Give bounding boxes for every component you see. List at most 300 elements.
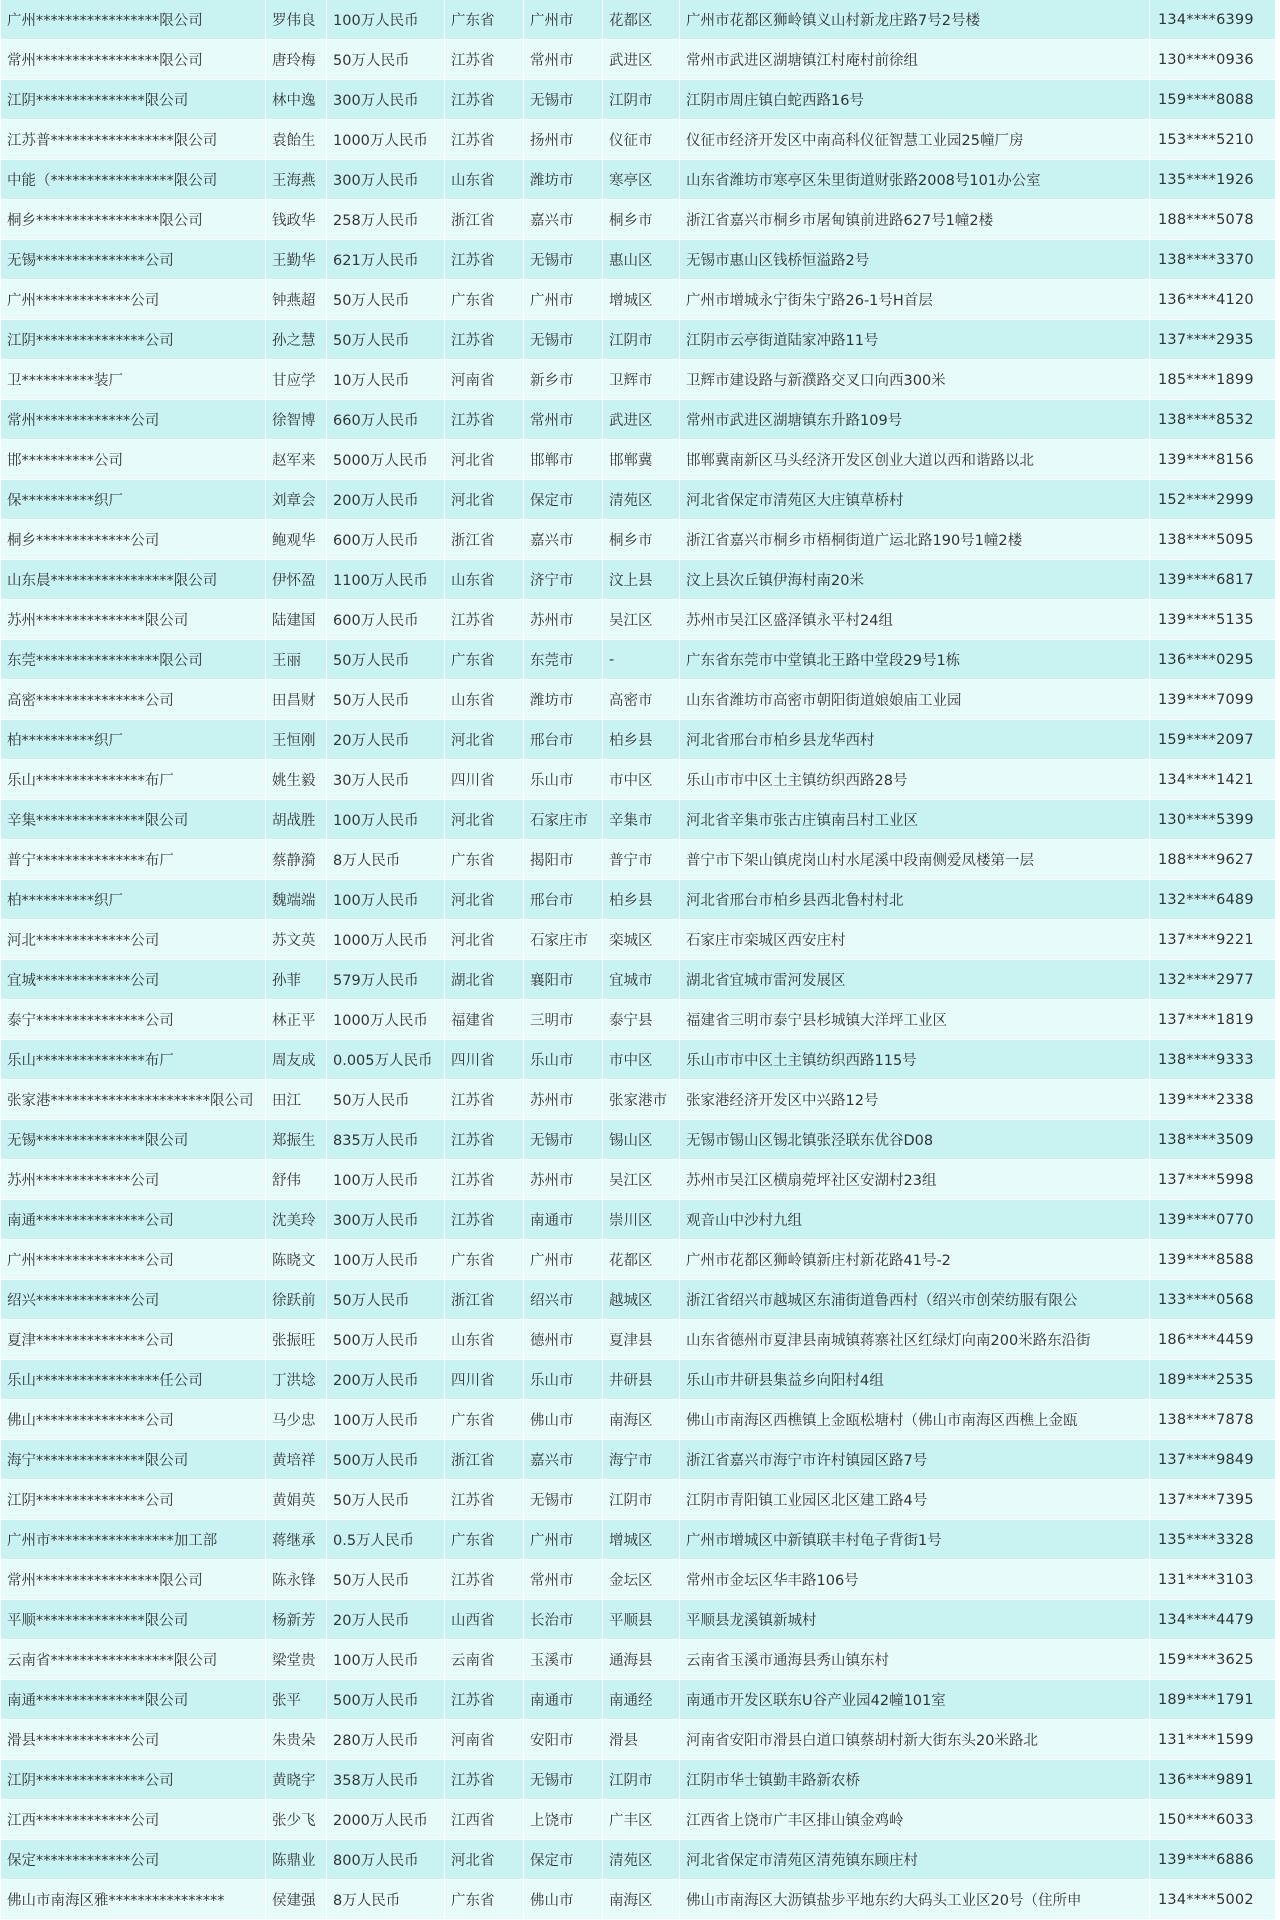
legal-rep-cell: 甘应学 xyxy=(266,360,327,400)
company-name-cell: 江阴***************公司 xyxy=(1,1760,266,1800)
address-cell: 乐山市市中区土主镇纺织西路28号 xyxy=(680,760,1150,800)
address-cell: 南通市开发区联东U谷产业园42幢101室 xyxy=(680,1680,1150,1720)
table-row xyxy=(1,320,1276,360)
city-cell: 长治市 xyxy=(524,1600,603,1640)
district-cell: 吴江区 xyxy=(603,1160,680,1200)
company-name-cell: 山东晨*****************限公司 xyxy=(1,560,266,600)
phone-cell: 159****3625 xyxy=(1150,1640,1276,1680)
district-cell: 广丰区 xyxy=(603,1800,680,1840)
legal-rep-cell: 张少飞 xyxy=(266,1800,327,1840)
phone-cell: 152****2999 xyxy=(1150,480,1276,520)
legal-rep-cell: 黄娟英 xyxy=(266,1480,327,1520)
company-name-cell: 保**********织厂 xyxy=(1,480,266,520)
table-row xyxy=(1,1720,1276,1760)
phone-cell: 159****2097 xyxy=(1150,720,1276,760)
legal-rep-cell: 王海燕 xyxy=(266,160,327,200)
company-name-cell: 保定*************公司 xyxy=(1,1840,266,1880)
registered-capital-cell: 50万人民币 xyxy=(327,40,445,80)
province-cell: 江苏省 xyxy=(445,80,524,120)
address-cell: 邯郸冀南新区马头经济开发区创业大道以西和谐路以北 xyxy=(680,440,1150,480)
registered-capital-cell: 200万人民币 xyxy=(327,480,445,520)
table-row xyxy=(1,1160,1276,1200)
province-cell: 江苏省 xyxy=(445,1080,524,1120)
city-cell: 广州市 xyxy=(524,1240,603,1280)
company-name-cell: 常州*****************限公司 xyxy=(1,40,266,80)
table-row xyxy=(1,920,1276,960)
address-cell: 江阴市青阳镇工业园区北区建工路4号 xyxy=(680,1480,1150,1520)
address-cell: 江西省上饶市广丰区排山镇金鸡岭 xyxy=(680,1800,1150,1840)
city-cell: 石家庄市 xyxy=(524,920,603,960)
city-cell: 石家庄市 xyxy=(524,800,603,840)
district-cell: 清苑区 xyxy=(603,1840,680,1880)
district-cell: 市中区 xyxy=(603,1040,680,1080)
phone-cell: 137****2935 xyxy=(1150,320,1276,360)
registered-capital-cell: 800万人民币 xyxy=(327,1840,445,1880)
address-cell: 佛山市南海区西樵镇上金瓯松塘村（佛山市南海区西樵上金瓯 xyxy=(680,1400,1150,1440)
table-row xyxy=(1,1000,1276,1040)
city-cell: 嘉兴市 xyxy=(524,200,603,240)
district-cell: 增城区 xyxy=(603,1520,680,1560)
district-cell: 滑县 xyxy=(603,1720,680,1760)
legal-rep-cell: 赵军来 xyxy=(266,440,327,480)
province-cell: 江苏省 xyxy=(445,1760,524,1800)
company-name-cell: 江阴***************公司 xyxy=(1,320,266,360)
province-cell: 山西省 xyxy=(445,1600,524,1640)
address-cell: 广州市花都区狮岭镇义山村新龙庄路7号2号楼 xyxy=(680,0,1150,40)
table-row xyxy=(1,120,1276,160)
legal-rep-cell: 张振旺 xyxy=(266,1320,327,1360)
table-row xyxy=(1,1560,1276,1600)
city-cell: 苏州市 xyxy=(524,600,603,640)
district-cell: 普宁市 xyxy=(603,840,680,880)
phone-cell: 135****3328 xyxy=(1150,1520,1276,1560)
registered-capital-cell: 50万人民币 xyxy=(327,680,445,720)
table-row xyxy=(1,1320,1276,1360)
city-cell: 广州市 xyxy=(524,0,603,40)
district-cell: 桐乡市 xyxy=(603,520,680,560)
company-name-cell: 广州*****************限公司 xyxy=(1,0,266,40)
registered-capital-cell: 8万人民币 xyxy=(327,840,445,880)
company-name-cell: 乐山***************布厂 xyxy=(1,760,266,800)
registered-capital-cell: 20万人民币 xyxy=(327,1600,445,1640)
city-cell: 无锡市 xyxy=(524,1480,603,1520)
city-cell: 乐山市 xyxy=(524,1040,603,1080)
registered-capital-cell: 100万人民币 xyxy=(327,1160,445,1200)
city-cell: 扬州市 xyxy=(524,120,603,160)
legal-rep-cell: 侯建强 xyxy=(266,1880,327,1920)
district-cell: 江阴市 xyxy=(603,320,680,360)
address-cell: 卫辉市建设路与新濮路交叉口向西300米 xyxy=(680,360,1150,400)
phone-cell: 138****9333 xyxy=(1150,1040,1276,1080)
address-cell: 常州市武进区湖塘镇江村庵村前徐组 xyxy=(680,40,1150,80)
company-name-cell: 平顺***************限公司 xyxy=(1,1600,266,1640)
province-cell: 山东省 xyxy=(445,560,524,600)
address-cell: 河北省邢台市柏乡县龙华西村 xyxy=(680,720,1150,760)
phone-cell: 153****5210 xyxy=(1150,120,1276,160)
table-row xyxy=(1,1800,1276,1840)
registered-capital-cell: 500万人民币 xyxy=(327,1320,445,1360)
city-cell: 上饶市 xyxy=(524,1800,603,1840)
table-row xyxy=(1,0,1276,40)
address-cell: 苏州市吴江区盛泽镇永平村24组 xyxy=(680,600,1150,640)
phone-cell: 138****3509 xyxy=(1150,1120,1276,1160)
company-name-cell: 柏**********织厂 xyxy=(1,720,266,760)
legal-rep-cell: 唐玲梅 xyxy=(266,40,327,80)
address-cell: 云南省玉溪市通海县秀山镇东村 xyxy=(680,1640,1150,1680)
address-cell: 山东省潍坊市高密市朝阳街道娘娘庙工业园 xyxy=(680,680,1150,720)
phone-cell: 138****3370 xyxy=(1150,240,1276,280)
phone-cell: 136****4120 xyxy=(1150,280,1276,320)
city-cell: 三明市 xyxy=(524,1000,603,1040)
legal-rep-cell: 陈鼎业 xyxy=(266,1840,327,1880)
city-cell: 乐山市 xyxy=(524,1360,603,1400)
phone-cell: 159****8088 xyxy=(1150,80,1276,120)
district-cell: 武进区 xyxy=(603,40,680,80)
province-cell: 江西省 xyxy=(445,1800,524,1840)
legal-rep-cell: 陆建国 xyxy=(266,600,327,640)
legal-rep-cell: 丁洪埝 xyxy=(266,1360,327,1400)
registered-capital-cell: 100万人民币 xyxy=(327,1240,445,1280)
phone-cell: 139****2338 xyxy=(1150,1080,1276,1120)
registered-capital-cell: 1000万人民币 xyxy=(327,1000,445,1040)
province-cell: 广东省 xyxy=(445,840,524,880)
legal-rep-cell: 魏端端 xyxy=(266,880,327,920)
table-row xyxy=(1,960,1276,1000)
province-cell: 江苏省 xyxy=(445,1480,524,1520)
city-cell: 揭阳市 xyxy=(524,840,603,880)
city-cell: 嘉兴市 xyxy=(524,520,603,560)
city-cell: 保定市 xyxy=(524,480,603,520)
district-cell: 南海区 xyxy=(603,1400,680,1440)
district-cell: 柏乡县 xyxy=(603,880,680,920)
phone-cell: 150****6033 xyxy=(1150,1800,1276,1840)
province-cell: 江苏省 xyxy=(445,1120,524,1160)
province-cell: 山东省 xyxy=(445,680,524,720)
table-row xyxy=(1,1520,1276,1560)
registered-capital-cell: 1000万人民币 xyxy=(327,920,445,960)
table-row xyxy=(1,1080,1276,1120)
district-cell: 辛集市 xyxy=(603,800,680,840)
company-name-cell: 宜城*************公司 xyxy=(1,960,266,1000)
company-name-cell: 泰宁***************公司 xyxy=(1,1000,266,1040)
city-cell: 佛山市 xyxy=(524,1400,603,1440)
district-cell: 越城区 xyxy=(603,1280,680,1320)
province-cell: 山东省 xyxy=(445,160,524,200)
registered-capital-cell: 50万人民币 xyxy=(327,320,445,360)
legal-rep-cell: 周友成 xyxy=(266,1040,327,1080)
city-cell: 潍坊市 xyxy=(524,680,603,720)
registered-capital-cell: 280万人民币 xyxy=(327,1720,445,1760)
table-row xyxy=(1,600,1276,640)
province-cell: 河南省 xyxy=(445,360,524,400)
address-cell: 普宁市下架山镇虎岗山村水尾溪中段南侧爱凤楼第一层 xyxy=(680,840,1150,880)
district-cell: 花都区 xyxy=(603,1240,680,1280)
phone-cell: 137****7395 xyxy=(1150,1480,1276,1520)
registered-capital-cell: 300万人民币 xyxy=(327,1200,445,1240)
district-cell: 江阴市 xyxy=(603,80,680,120)
phone-cell: 133****0568 xyxy=(1150,1280,1276,1320)
city-cell: 襄阳市 xyxy=(524,960,603,1000)
company-name-cell: 乐山*****************任公司 xyxy=(1,1360,266,1400)
phone-cell: 138****5095 xyxy=(1150,520,1276,560)
table-row xyxy=(1,1240,1276,1280)
address-cell: 苏州市吴江区横扇菀坪社区安湖村23组 xyxy=(680,1160,1150,1200)
phone-cell: 137****1819 xyxy=(1150,1000,1276,1040)
address-cell: 乐山市井研县集益乡向阳村4组 xyxy=(680,1360,1150,1400)
city-cell: 常州市 xyxy=(524,400,603,440)
phone-cell: 136****9891 xyxy=(1150,1760,1276,1800)
province-cell: 四川省 xyxy=(445,1360,524,1400)
address-cell: 仪征市经济开发区中南高科仪征智慧工业园25幢厂房 xyxy=(680,120,1150,160)
district-cell: 武进区 xyxy=(603,400,680,440)
phone-cell: 134****6399 xyxy=(1150,0,1276,40)
legal-rep-cell: 姚生毅 xyxy=(266,760,327,800)
district-cell: 崇川区 xyxy=(603,1200,680,1240)
company-name-cell: 柏**********织厂 xyxy=(1,880,266,920)
company-name-cell: 中能（*****************限公司 xyxy=(1,160,266,200)
registered-capital-cell: 50万人民币 xyxy=(327,1560,445,1600)
legal-rep-cell: 黄晓宇 xyxy=(266,1760,327,1800)
registered-capital-cell: 835万人民币 xyxy=(327,1120,445,1160)
province-cell: 浙江省 xyxy=(445,1440,524,1480)
address-cell: 平顺县龙溪镇新城村 xyxy=(680,1600,1150,1640)
district-cell: 吴江区 xyxy=(603,600,680,640)
registered-capital-cell: 579万人民币 xyxy=(327,960,445,1000)
table-row xyxy=(1,720,1276,760)
address-cell: 张家港经济开发区中兴路12号 xyxy=(680,1080,1150,1120)
province-cell: 江苏省 xyxy=(445,400,524,440)
registered-capital-cell: 0.005万人民币 xyxy=(327,1040,445,1080)
city-cell: 常州市 xyxy=(524,1560,603,1600)
table-row xyxy=(1,680,1276,720)
registered-capital-cell: 100万人民币 xyxy=(327,0,445,40)
city-cell: 邯郸市 xyxy=(524,440,603,480)
legal-rep-cell: 郑振生 xyxy=(266,1120,327,1160)
table-row xyxy=(1,1880,1276,1920)
registered-capital-cell: 600万人民币 xyxy=(327,520,445,560)
registered-capital-cell: 500万人民币 xyxy=(327,1680,445,1720)
address-cell: 汶上县次丘镇伊海村南20米 xyxy=(680,560,1150,600)
district-cell: 张家港市 xyxy=(603,1080,680,1120)
company-name-cell: 苏州***************限公司 xyxy=(1,600,266,640)
table-row xyxy=(1,1400,1276,1440)
legal-rep-cell: 林正平 xyxy=(266,1000,327,1040)
legal-rep-cell: 林中逸 xyxy=(266,80,327,120)
phone-cell: 139****5135 xyxy=(1150,600,1276,640)
company-name-cell: 张家港**********************限公司 xyxy=(1,1080,266,1120)
phone-cell: 137****9849 xyxy=(1150,1440,1276,1480)
legal-rep-cell: 胡战胜 xyxy=(266,800,327,840)
province-cell: 江苏省 xyxy=(445,600,524,640)
table-row xyxy=(1,400,1276,440)
phone-cell: 139****8156 xyxy=(1150,440,1276,480)
district-cell: 清苑区 xyxy=(603,480,680,520)
legal-rep-cell: 田昌财 xyxy=(266,680,327,720)
province-cell: 四川省 xyxy=(445,1040,524,1080)
company-name-cell: 云南省*****************限公司 xyxy=(1,1640,266,1680)
registered-capital-cell: 358万人民币 xyxy=(327,1760,445,1800)
legal-rep-cell: 罗伟良 xyxy=(266,0,327,40)
province-cell: 浙江省 xyxy=(445,520,524,560)
district-cell: 南通经 xyxy=(603,1680,680,1720)
city-cell: 德州市 xyxy=(524,1320,603,1360)
district-cell: 锡山区 xyxy=(603,1120,680,1160)
company-name-cell: 海宁***************限公司 xyxy=(1,1440,266,1480)
phone-cell: 188****5078 xyxy=(1150,200,1276,240)
address-cell: 浙江省嘉兴市桐乡市梧桐街道广运北路190号1幢2楼 xyxy=(680,520,1150,560)
registered-capital-cell: 621万人民币 xyxy=(327,240,445,280)
province-cell: 广东省 xyxy=(445,1880,524,1920)
table-row xyxy=(1,760,1276,800)
registered-capital-cell: 500万人民币 xyxy=(327,1440,445,1480)
legal-rep-cell: 王勤华 xyxy=(266,240,327,280)
phone-cell: 131****1599 xyxy=(1150,1720,1276,1760)
address-cell: 山东省潍坊市寒亭区朱里街道财张路2008号101办公室 xyxy=(680,160,1150,200)
city-cell: 南通市 xyxy=(524,1680,603,1720)
province-cell: 广东省 xyxy=(445,1520,524,1560)
phone-cell: 139****7099 xyxy=(1150,680,1276,720)
address-cell: 湖北省宜城市雷河发展区 xyxy=(680,960,1150,1000)
registered-capital-cell: 10万人民币 xyxy=(327,360,445,400)
company-name-cell: 佛山***************公司 xyxy=(1,1400,266,1440)
company-name-cell: 南通***************公司 xyxy=(1,1200,266,1240)
table-row xyxy=(1,480,1276,520)
address-cell: 广州市增城永宁街朱宁路26-1号H首层 xyxy=(680,280,1150,320)
address-cell: 山东省德州市夏津县南城镇蒋寨社区红绿灯向南200米路东沿街 xyxy=(680,1320,1150,1360)
legal-rep-cell: 徐智博 xyxy=(266,400,327,440)
phone-cell: 189****1791 xyxy=(1150,1680,1276,1720)
company-name-cell: 滑县*************公司 xyxy=(1,1720,266,1760)
district-cell: 宜城市 xyxy=(603,960,680,1000)
registered-capital-cell: 0.5万人民币 xyxy=(327,1520,445,1560)
phone-cell: 138****7878 xyxy=(1150,1400,1276,1440)
legal-rep-cell: 蒋继承 xyxy=(266,1520,327,1560)
district-cell: 桐乡市 xyxy=(603,200,680,240)
registered-capital-cell: 30万人民币 xyxy=(327,760,445,800)
registered-capital-cell: 100万人民币 xyxy=(327,880,445,920)
phone-cell: 131****3103 xyxy=(1150,1560,1276,1600)
legal-rep-cell: 孙之慧 xyxy=(266,320,327,360)
address-cell: 石家庄市栾城区西安庄村 xyxy=(680,920,1150,960)
address-cell: 无锡市惠山区钱桥恒溢路2号 xyxy=(680,240,1150,280)
phone-cell: 185****1899 xyxy=(1150,360,1276,400)
city-cell: 无锡市 xyxy=(524,320,603,360)
district-cell: 仪征市 xyxy=(603,120,680,160)
city-cell: 佛山市 xyxy=(524,1880,603,1920)
table-row xyxy=(1,1680,1276,1720)
phone-cell: 134****1421 xyxy=(1150,760,1276,800)
phone-cell: 137****5998 xyxy=(1150,1160,1276,1200)
table-row xyxy=(1,240,1276,280)
district-cell: 南海区 xyxy=(603,1880,680,1920)
province-cell: 河北省 xyxy=(445,720,524,760)
phone-cell: 132****2977 xyxy=(1150,960,1276,1000)
legal-rep-cell: 张平 xyxy=(266,1680,327,1720)
company-name-cell: 高密***************公司 xyxy=(1,680,266,720)
district-cell: 平顺县 xyxy=(603,1600,680,1640)
legal-rep-cell: 鲍观华 xyxy=(266,520,327,560)
table-row xyxy=(1,1040,1276,1080)
company-name-cell: 南通***************限公司 xyxy=(1,1680,266,1720)
company-name-cell: 卫**********装厂 xyxy=(1,360,266,400)
table-row xyxy=(1,360,1276,400)
table-row xyxy=(1,1840,1276,1880)
address-cell: 河北省邢台市柏乡县西北鲁村村北 xyxy=(680,880,1150,920)
province-cell: 江苏省 xyxy=(445,1680,524,1720)
district-cell: 夏津县 xyxy=(603,1320,680,1360)
province-cell: 河北省 xyxy=(445,480,524,520)
phone-cell: 139****0770 xyxy=(1150,1200,1276,1240)
company-table-body xyxy=(1,0,1276,1920)
registered-capital-cell: 50万人民币 xyxy=(327,1080,445,1120)
phone-cell: 134****5002 xyxy=(1150,1880,1276,1920)
district-cell: 汶上县 xyxy=(603,560,680,600)
city-cell: 乐山市 xyxy=(524,760,603,800)
province-cell: 四川省 xyxy=(445,760,524,800)
province-cell: 浙江省 xyxy=(445,200,524,240)
registered-capital-cell: 8万人民币 xyxy=(327,1880,445,1920)
city-cell: 邢台市 xyxy=(524,880,603,920)
district-cell: 增城区 xyxy=(603,280,680,320)
table-row xyxy=(1,40,1276,80)
phone-cell: 137****9221 xyxy=(1150,920,1276,960)
phone-cell: 132****6489 xyxy=(1150,880,1276,920)
registered-capital-cell: 50万人民币 xyxy=(327,280,445,320)
city-cell: 潍坊市 xyxy=(524,160,603,200)
district-cell: - xyxy=(603,640,680,680)
address-cell: 观音山中沙村九组 xyxy=(680,1200,1150,1240)
district-cell: 柏乡县 xyxy=(603,720,680,760)
city-cell: 东莞市 xyxy=(524,640,603,680)
phone-cell: 139****8588 xyxy=(1150,1240,1276,1280)
legal-rep-cell: 刘章会 xyxy=(266,480,327,520)
company-name-cell: 乐山***************布厂 xyxy=(1,1040,266,1080)
legal-rep-cell: 袁飴生 xyxy=(266,120,327,160)
district-cell: 井研县 xyxy=(603,1360,680,1400)
registered-capital-cell: 1000万人民币 xyxy=(327,120,445,160)
legal-rep-cell: 王丽 xyxy=(266,640,327,680)
company-name-cell: 夏津***************公司 xyxy=(1,1320,266,1360)
city-cell: 苏州市 xyxy=(524,1080,603,1120)
table-row xyxy=(1,1120,1276,1160)
company-name-cell: 常州*************公司 xyxy=(1,400,266,440)
legal-rep-cell: 梁堂贵 xyxy=(266,1640,327,1680)
province-cell: 河北省 xyxy=(445,880,524,920)
address-cell: 河北省辛集市张古庄镇南吕村工业区 xyxy=(680,800,1150,840)
province-cell: 广东省 xyxy=(445,280,524,320)
legal-rep-cell: 伊怀盈 xyxy=(266,560,327,600)
province-cell: 山东省 xyxy=(445,1320,524,1360)
table-row xyxy=(1,200,1276,240)
registered-capital-cell: 660万人民币 xyxy=(327,400,445,440)
district-cell: 市中区 xyxy=(603,760,680,800)
legal-rep-cell: 钟燕超 xyxy=(266,280,327,320)
registered-capital-cell: 50万人民币 xyxy=(327,1480,445,1520)
province-cell: 河南省 xyxy=(445,1720,524,1760)
province-cell: 江苏省 xyxy=(445,240,524,280)
legal-rep-cell: 王恒刚 xyxy=(266,720,327,760)
company-name-cell: 辛集***************限公司 xyxy=(1,800,266,840)
phone-cell: 136****0295 xyxy=(1150,640,1276,680)
province-cell: 广东省 xyxy=(445,0,524,40)
registered-capital-cell: 300万人民币 xyxy=(327,160,445,200)
legal-rep-cell: 陈晓文 xyxy=(266,1240,327,1280)
province-cell: 广东省 xyxy=(445,640,524,680)
phone-cell: 135****1926 xyxy=(1150,160,1276,200)
city-cell: 新乡市 xyxy=(524,360,603,400)
city-cell: 广州市 xyxy=(524,1520,603,1560)
table-row xyxy=(1,800,1276,840)
